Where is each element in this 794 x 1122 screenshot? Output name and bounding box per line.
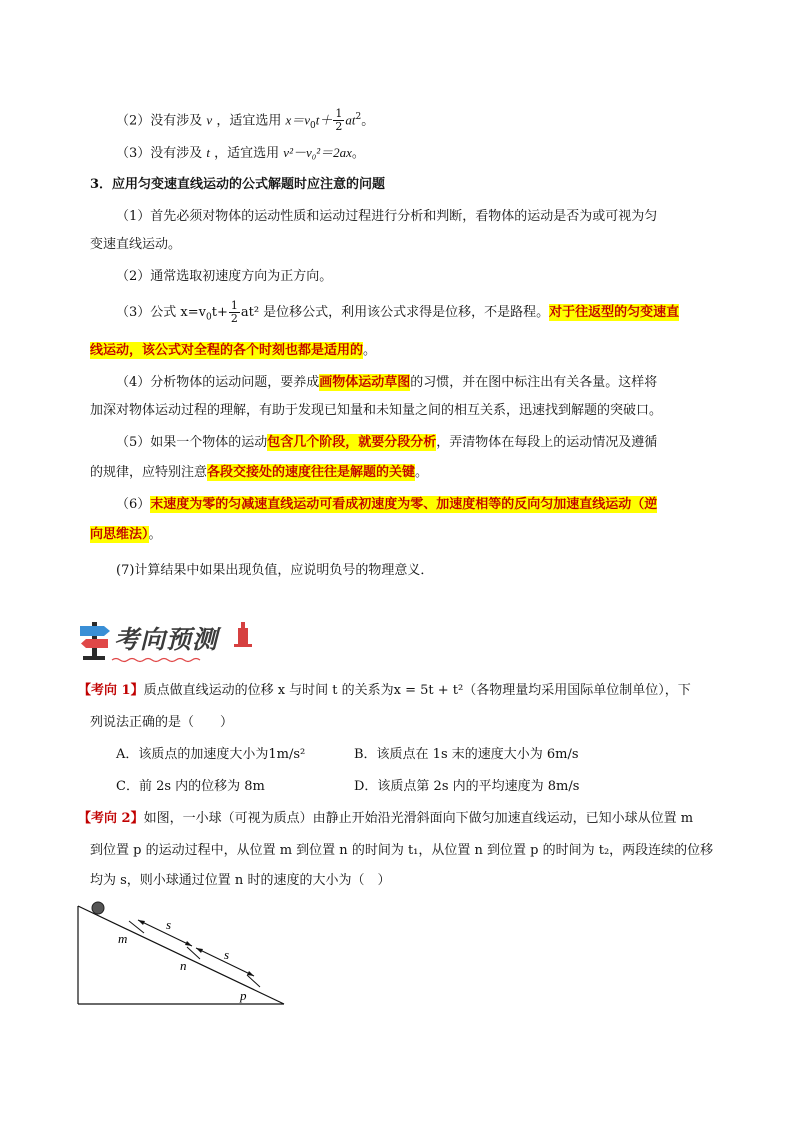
item-3	[116, 142, 365, 165]
label-s1: s	[166, 917, 172, 932]
label-s2: s	[224, 947, 230, 962]
p5-highlight: 包含几个阶段，就要分段分析	[267, 435, 437, 450]
p6-highlight-2: 向思维法）	[90, 527, 149, 542]
p5-line2-pre: 的规律，应特别注意	[90, 465, 208, 480]
p5-pre: （5）如果一个物体的运动	[116, 435, 268, 450]
item2-mid: ，适宜选用	[212, 113, 286, 129]
formula-at: at	[345, 112, 356, 128]
section-banner	[78, 608, 258, 668]
p4-line1	[116, 372, 657, 394]
label-p: p	[240, 988, 247, 1003]
formula-t: t＋	[315, 112, 333, 128]
p2: （2）通常选取初速度方向为正方向。	[116, 269, 333, 284]
item3-end: 。	[351, 146, 365, 161]
p3-post: at² 是位移公式，利用该公式求得是位移，不是路程。	[240, 305, 550, 320]
q2-stem-1: 如图，一小球（可视为质点）由静止开始沿光滑斜面向下做匀加速直线运动，已知小球从位置 m	[143, 811, 694, 826]
p3-fraction: $\frac{1}{2}$	[230, 299, 238, 325]
section-3-heading: 3．应用匀变速直线运动的公式解题时应注意的问题	[90, 177, 386, 192]
p6-pre: （6）	[116, 497, 151, 512]
q1-line2: 列说法正确的是（ ）	[90, 715, 234, 730]
q1-line1	[78, 680, 691, 702]
p3-pre: （3）公式 x=v	[116, 305, 206, 320]
q2-line1	[78, 808, 693, 830]
q1-option-d[interactable]: D．该质点第 2s 内的平均速度为 8m/s	[354, 779, 580, 794]
item3-formula: v²－v₀²＝2ax	[283, 145, 352, 160]
p6-line1	[116, 494, 657, 516]
q1-option-c[interactable]: C．前 2s 内的位移为 8m	[116, 779, 265, 794]
banner-title: 考向预测	[114, 625, 219, 654]
item3-text: （3）没有涉及	[116, 146, 207, 161]
p1-line2: 变速直线运动。	[90, 237, 182, 252]
q1-option-a[interactable]: A．该质点的加速度大小为1m/s²	[116, 747, 306, 762]
incline-triangle	[78, 906, 284, 1004]
p3-line2	[90, 340, 376, 362]
item-2: （2）没有涉及 v ，适宜选用 $x=v_0t+$ $\frac{1}{2}$ $at^2$。	[116, 107, 375, 134]
q2-tag: 【考向 2】	[78, 811, 144, 826]
item3-mid: ，适宜选用	[210, 146, 284, 161]
p4-line2: 加深对物体运动过程的理解，有助于发现已知量和未知量之间的相互关系，迅速找到解题的突破口。	[90, 403, 663, 418]
p5-post: ，弄清物体在每段上的运动情况及遵循	[436, 435, 658, 450]
q1-tag: 【考向 1】	[78, 683, 144, 698]
p7: (7)计算结果中如果出现负值，应说明负号的物理意义．	[116, 563, 434, 578]
p4-post: 的习惯，并在图中标注出有关各量。这样将	[410, 375, 658, 390]
q1-option-b[interactable]: B．该质点在 1s 末的速度大小为 6m/s	[354, 747, 579, 762]
p6-highlight-1: 末速度为零的匀减速直线运动可看成初速度为零、加速度相等的反向匀加速直线运动（逆	[150, 497, 658, 512]
p5-line2-highlight: 各段交接处的速度往往是解题的关键	[207, 465, 416, 480]
p5-line2-end: 。	[415, 465, 429, 480]
formula-v: ＝v	[291, 112, 311, 128]
label-m: m	[118, 931, 128, 946]
p3-end: 。	[363, 343, 377, 358]
incline-figure	[74, 896, 290, 1010]
q2-line2: 到位置 p 的运动过程中，从位置 m 到位置 n 的时间为 t₁，从位置 n 到位置 p 的时间为 t₂，两段连续的位移	[90, 843, 714, 858]
item2-text: （2）没有涉及	[116, 113, 207, 129]
p3-highlight-2: 线运动，该公式对全程的各个时刻也都是适用的	[90, 343, 364, 358]
label-n: n	[180, 958, 187, 973]
p3-highlight-1: 对于往返型的匀变速直	[549, 305, 680, 320]
p4-pre: （4）分析物体的运动问题，要养成	[116, 375, 320, 390]
p1-line1: （1）首先必须对物体的运动性质和运动过程进行分析和判断，看物体的运动是否为或可视为匀	[116, 209, 658, 224]
p6-line2	[90, 524, 162, 546]
p4-highlight: 画物体运动草图	[319, 375, 411, 390]
tick-p	[247, 975, 260, 987]
q1-stem-1: 质点做直线运动的位移 x 与时间 t 的关系为x = 5t + t²（各物理量均采用国际单位制单位），下	[143, 683, 691, 698]
ball	[92, 902, 104, 914]
formula-x: x	[285, 112, 292, 128]
q2-line3: 均为 s，则小球通过位置 n 时的速度的大小为（ ）	[90, 873, 391, 888]
item3-var: t	[206, 145, 211, 160]
p6-end: 。	[148, 527, 162, 542]
p5-line2	[90, 462, 428, 484]
dimension-s1	[138, 920, 192, 946]
fraction-half: $\frac{1}{2}$	[335, 107, 343, 134]
item2-end: 。	[361, 113, 375, 129]
item2-var: v	[206, 112, 213, 128]
p3-mid: t+	[211, 305, 228, 320]
p5-line1	[116, 432, 657, 454]
p3-line1: （3）公式 $x=v_0t+$ $\frac{1}{2}$ at² 是位移公式，利用该公式求得是位移，不是路程。对于往返型的匀变速直	[116, 299, 680, 325]
